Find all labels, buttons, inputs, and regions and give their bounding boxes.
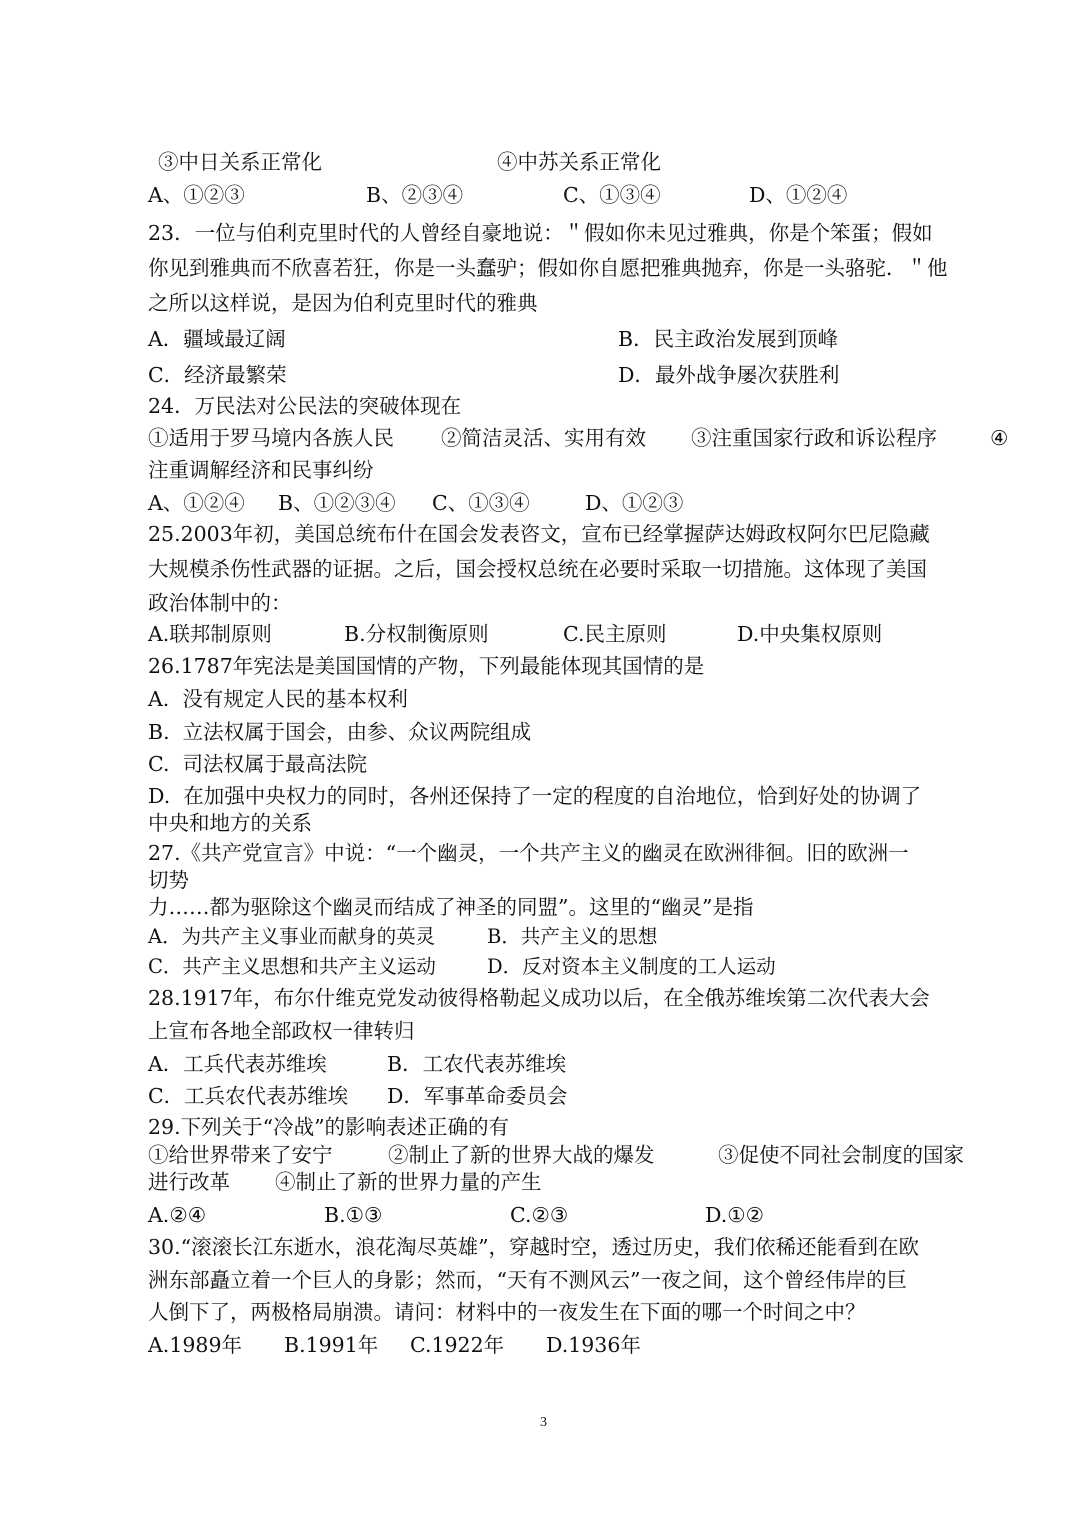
q29-option-d: D.①② (705, 1203, 764, 1227)
q28-option-a: A．工兵代表苏维埃 (148, 1052, 327, 1076)
q27-stem-line: 27.《共产党宣言》中说：“一个幽灵，一个共产主义的幽灵在欧洲徘徊。旧的欧洲一 (148, 841, 909, 865)
q27-option-b: B．共产主义的思想 (487, 925, 658, 948)
q24-option-d: D、①②③ (585, 491, 684, 515)
q26-option-b: B. 立法权属于国会，由参、众议两院组成 (148, 720, 532, 744)
q29-stem: 29.下列关于“冷战”的影响表述正确的有 (148, 1115, 510, 1139)
q24-item-4-text: 注重调解经济和民事纠纷 (148, 458, 374, 482)
q24-option-b: B、①②③④ (278, 491, 396, 515)
page-number: 3 (540, 1415, 547, 1430)
q28-option-b: B．工农代表苏维埃 (387, 1052, 567, 1076)
q24-option-c: C、①③④ (432, 491, 530, 515)
q28-option-d: D．军事革命委员会 (387, 1084, 568, 1108)
q24-item-4-marker: ④ (990, 426, 1009, 450)
q30-stem-line: 30.“滚滚长江东逝水，浪花淘尽英雄”，穿越时空，透过历史，我们依稀还能看到在欧 (148, 1235, 920, 1259)
q29-item-3-continued: 进行改革 (148, 1170, 230, 1194)
q26-option-d-continued: 中央和地方的关系 (148, 811, 312, 835)
q24-option-a: A、①②④ (148, 491, 245, 515)
q26-option-d: D. 在加强中央权力的同时，各州还保持了一定的程度的自治地位，恰到好处的协调了 (148, 784, 922, 808)
q22-option-d: D、①②④ (749, 183, 848, 207)
q26-option-a: A. 没有规定人民的基本权利 (148, 687, 408, 711)
q29-item-1: ①给世界带来了安宁 (148, 1143, 333, 1167)
q27-option-d: D．反对资本主义制度的工人运动 (487, 955, 776, 978)
q27-option-c: C．共产主义思想和共产主义运动 (148, 955, 436, 978)
q26-option-c: C. 司法权属于最高法院 (148, 752, 368, 776)
q26-stem: 26.1787年宪法是美国国情的产物，下列最能体现其国情的是 (148, 654, 705, 678)
q25-option-c: C.民主原则 (563, 622, 667, 646)
q27-stem-line: 切势 (148, 868, 189, 892)
q23-stem-line: 23．一位与伯利克里时代的人曾经自豪地说：＂假如你未见过雅典，你是个笨蛋；假如 (148, 221, 933, 245)
q22-option-c: C、①③④ (563, 183, 661, 207)
q25-option-b: B.分权制衡原则 (344, 622, 489, 646)
q27-option-a: A．为共产主义事业而献身的英灵 (148, 925, 436, 948)
q30-option-c: C.1922年 (410, 1333, 505, 1357)
q30-stem-line: 人倒下了，两极格局崩溃。请问：材料中的一夜发生在下面的哪一个时间之中？ (148, 1300, 866, 1324)
q23-option-c: C．经济最繁荣 (148, 363, 287, 387)
q23-stem-line: 之所以这样说，是因为伯利克里时代的雅典 (148, 291, 538, 315)
q29-item-3: ③促使不同社会制度的国家 (718, 1143, 964, 1167)
q22-item-4: ④中苏关系正常化 (497, 150, 661, 174)
q23-option-a: A．疆域最辽阔 (148, 327, 286, 351)
q25-stem-line: 政治体制中的： (148, 591, 292, 615)
q30-option-d: D.1936年 (546, 1333, 641, 1357)
q29-option-a: A.②④ (148, 1203, 207, 1227)
q30-option-a: A.1989年 (148, 1333, 242, 1357)
q25-stem-line: 25.2003年初，美国总统布什在国会发表咨文，宣布已经掌握萨达姆政权阿尔巴尼隐藏 (148, 522, 930, 546)
q24-item-2: ②简洁灵活、实用有效 (441, 426, 646, 450)
q28-option-c: C．工兵农代表苏维埃 (148, 1084, 349, 1108)
q27-stem-line: 力……都为驱除这个幽灵而结成了神圣的同盟”。这里的“幽灵”是指 (148, 895, 754, 919)
q22-option-b: B、②③④ (366, 183, 464, 207)
q30-stem-line: 洲东部矗立着一个巨人的身影；然而，“天有不测风云”一夜之间，这个曾经伟岸的巨 (148, 1268, 907, 1292)
q23-option-b: B．民主政治发展到顶峰 (618, 327, 839, 351)
q29-option-c: C.②③ (510, 1203, 569, 1227)
q29-option-b: B.①③ (324, 1203, 383, 1227)
q22-item-3: ③中日关系正常化 (158, 150, 322, 174)
q23-option-d: D．最外战争屡次获胜利 (618, 363, 840, 387)
q23-stem-line: 你见到雅典而不欣喜若狂，你是一头蠢驴；假如你自愿把雅典抛弃，你是一头骆驼．＂他 (148, 256, 948, 280)
q28-stem-line: 上宣布各地全部政权一律转归 (148, 1019, 415, 1043)
q29-item-2: ②制止了新的世界大战的爆发 (388, 1143, 655, 1167)
q24-item-1: ①适用于罗马境内各族人民 (148, 426, 394, 450)
q28-stem-line: 28.1917年，布尔什维克党发动彼得格勒起义成功以后，在全俄苏维埃第二次代表大会 (148, 986, 930, 1010)
q29-item-4: ④制止了新的世界力量的产生 (275, 1170, 542, 1194)
q25-option-a: A.联邦制原则 (148, 622, 272, 646)
q24-item-3: ③注重国家行政和诉讼程序 (691, 426, 937, 450)
q22-option-a: A、①②③ (148, 183, 245, 207)
q25-stem-line: 大规模杀伤性武器的证据。之后，国会授权总统在必要时采取一切措施。这体现了美国 (148, 557, 927, 581)
q24-stem: 24．万民法对公民法的突破体现在 (148, 394, 462, 418)
q30-option-b: B.1991年 (284, 1333, 379, 1357)
q25-option-d: D.中央集权原则 (737, 622, 883, 646)
